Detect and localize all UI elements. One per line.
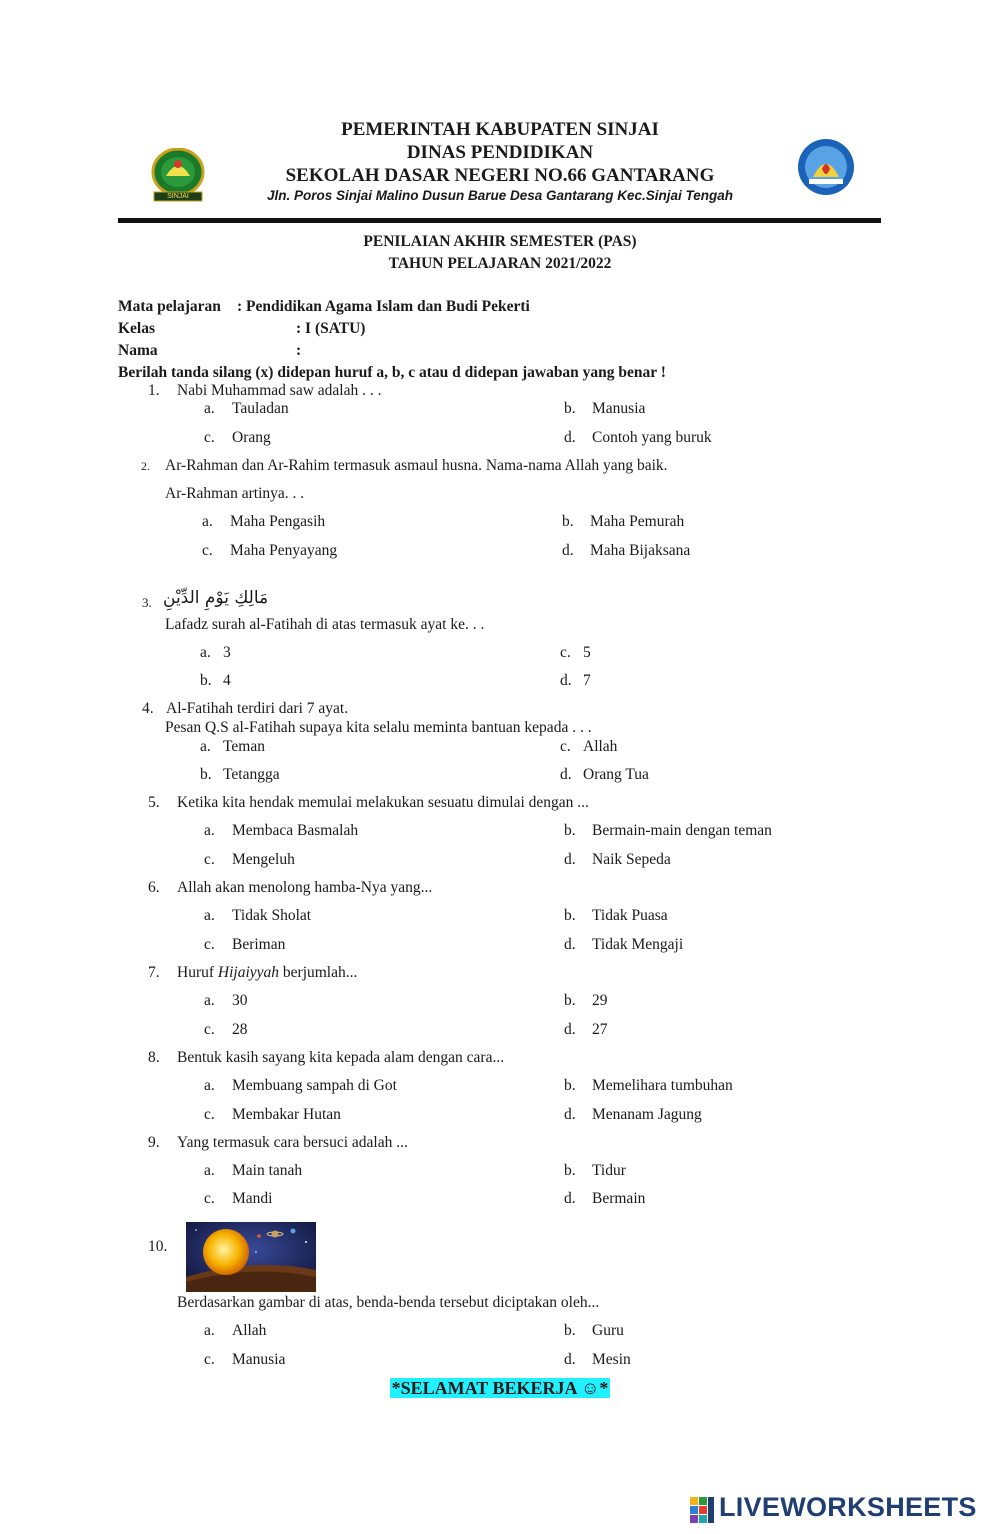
q1-option-b[interactable]: [564, 400, 645, 418]
option-letter: b.: [564, 992, 576, 1009]
question-text: Allah akan menolong hamba-Nya yang...: [177, 879, 433, 896]
option-letter: b.: [200, 766, 212, 783]
option-text: 28: [232, 1021, 248, 1038]
option-text: Membaca Basmalah: [232, 822, 359, 839]
option-letter: b.: [564, 1077, 576, 1094]
option-letter: c.: [204, 851, 215, 868]
option-text: Manusia: [232, 1351, 286, 1368]
class-value: : I (SATU): [296, 320, 366, 337]
q5-option-a[interactable]: [204, 822, 358, 840]
liveworksheets-brand[interactable]: LIVEWORKSHEETS: [719, 1492, 977, 1522]
option-text: Membakar Hutan: [232, 1106, 341, 1123]
option-text: Tidak Sholat: [232, 907, 312, 924]
option-letter: c.: [202, 542, 213, 559]
q6-option-b[interactable]: [564, 907, 668, 925]
header-divider: [118, 218, 881, 223]
q8-option-b[interactable]: [564, 1077, 733, 1095]
q2-option-b[interactable]: [562, 513, 684, 531]
q10-option-c[interactable]: [204, 1351, 285, 1369]
option-letter: d.: [560, 672, 572, 689]
option-text: Mengeluh: [232, 851, 295, 868]
option-text: Maha Penyayang: [230, 542, 338, 559]
option-letter: c.: [204, 1351, 215, 1368]
subject-label: Mata pelajaran: [118, 298, 221, 315]
question-text-emphasis: Hijaiyyah: [217, 964, 280, 981]
class-label: Kelas: [118, 320, 156, 337]
q7-option-a[interactable]: [204, 992, 248, 1010]
q4-option-b[interactable]: [200, 766, 280, 784]
q9-option-a[interactable]: [204, 1162, 302, 1180]
option-text: Beriman: [232, 936, 286, 953]
q1-option-d[interactable]: [564, 429, 712, 447]
option-letter: c.: [560, 644, 571, 661]
option-text: 3: [223, 644, 231, 661]
question-2-line-2: Ar-Rahman artinya. . .: [165, 485, 305, 502]
option-text: Tidur: [592, 1162, 626, 1179]
name-value[interactable]: :: [296, 342, 302, 359]
q9-option-b[interactable]: [564, 1162, 626, 1180]
option-text: Teman: [223, 738, 265, 755]
option-letter: a.: [204, 1322, 215, 1339]
exam-title: PENILAIAN AKHIR SEMESTER (PAS): [363, 233, 637, 250]
option-letter: d.: [560, 766, 572, 783]
question-text-post: berjumlah...: [279, 964, 358, 981]
q1-option-c[interactable]: [204, 429, 271, 447]
option-text: Membuang sampah di Got: [232, 1077, 397, 1094]
option-letter: c.: [204, 1106, 215, 1123]
question-7: [148, 964, 357, 982]
q9-option-d[interactable]: [564, 1190, 645, 1208]
option-letter: b.: [562, 513, 574, 530]
option-letter: b.: [564, 822, 576, 839]
option-text: Mandi: [232, 1190, 273, 1207]
question-3-arabic-verse: مَالِكِ يَوْمِ الدِّيْنِ: [163, 588, 269, 608]
q8-option-a[interactable]: [204, 1077, 397, 1095]
option-text: Mesin: [592, 1351, 631, 1368]
q8-option-c[interactable]: [204, 1106, 341, 1124]
q3-option-b[interactable]: [200, 672, 231, 690]
option-text: Allah: [232, 1322, 267, 1339]
q1-option-a[interactable]: [204, 400, 289, 418]
option-letter: b.: [564, 1322, 576, 1339]
option-text: Tauladan: [232, 400, 289, 417]
option-letter: d.: [564, 1190, 576, 1207]
option-letter: a.: [200, 738, 211, 755]
q6-option-a[interactable]: [204, 907, 311, 925]
option-letter: a.: [204, 1077, 215, 1094]
header-line-2: DINAS PENDIDIKAN: [406, 142, 594, 163]
q3-option-c[interactable]: [560, 644, 591, 662]
option-text: 5: [583, 644, 591, 661]
q3-option-d[interactable]: [560, 672, 591, 690]
option-letter: b.: [564, 1162, 576, 1179]
q5-option-d[interactable]: [564, 851, 671, 869]
sinjai-logo-caption: SINJAI: [167, 193, 189, 200]
option-letter: d.: [564, 936, 576, 953]
question-2: [141, 457, 668, 475]
q4-option-c[interactable]: [560, 738, 617, 756]
option-text: Bermain-main dengan teman: [592, 822, 772, 839]
liveworksheets-logo-icon: [690, 1497, 718, 1523]
option-letter: d.: [564, 1021, 576, 1038]
question-text: Bentuk kasih sayang kita kepada alam dengan cara...: [177, 1049, 505, 1066]
question-10-number: 10.: [148, 1238, 168, 1255]
question-number: 8.: [148, 1049, 160, 1066]
option-letter: a.: [204, 822, 215, 839]
option-letter: d.: [564, 1351, 576, 1368]
q9-option-c[interactable]: [204, 1190, 272, 1208]
option-text: Maha Bijaksana: [590, 542, 691, 559]
question-1: [148, 382, 381, 400]
option-text: 29: [592, 992, 608, 1009]
option-letter: b.: [200, 672, 212, 689]
question-text: Yang termasuk cara bersuci adalah ...: [177, 1134, 408, 1151]
option-letter: c.: [204, 1021, 215, 1038]
option-text: 7: [583, 672, 591, 689]
option-letter: d.: [564, 1106, 576, 1123]
question-6: [148, 879, 432, 897]
option-letter: a.: [202, 513, 213, 530]
option-letter: a.: [204, 400, 215, 417]
option-text: Menanam Jagung: [592, 1106, 702, 1123]
option-letter: b.: [564, 400, 576, 417]
q6-option-d[interactable]: [564, 936, 683, 954]
q10-option-a[interactable]: [204, 1322, 266, 1340]
option-text: Manusia: [592, 400, 646, 417]
option-letter: b.: [564, 907, 576, 924]
question-number: 5.: [148, 794, 160, 811]
option-letter: d.: [564, 851, 576, 868]
option-letter: a.: [200, 644, 211, 661]
option-letter: a.: [204, 907, 215, 924]
question-5: [148, 794, 589, 812]
question-8: [148, 1049, 504, 1067]
option-text: Contoh yang buruk: [592, 429, 712, 446]
question-text: Ar-Rahman dan Ar-Rahim termasuk asmaul husna. Nama-nama Allah yang baik.: [165, 457, 668, 474]
option-letter: c.: [204, 936, 215, 953]
solar-system-image: [186, 1222, 316, 1292]
q4-option-a[interactable]: [200, 738, 265, 756]
question-4: [142, 700, 348, 718]
q4-option-d[interactable]: [560, 766, 649, 784]
question-4-line-2: Pesan Q.S al-Fatihah supaya kita selalu meminta bantuan kepada . . .: [165, 719, 592, 736]
option-text: Tidak Mengaji: [592, 936, 684, 953]
q7-option-c[interactable]: [204, 1021, 248, 1039]
question-10: Berdasarkan gambar di atas, benda-benda tersebut diciptakan oleh...: [177, 1294, 600, 1311]
subject-value: : Pendidikan Agama Islam dan Budi Pekerti: [237, 298, 530, 315]
question-number: 2.: [141, 459, 150, 473]
question-number: 9.: [148, 1134, 160, 1151]
closing-wrapper: [0, 1378, 1000, 1399]
option-letter: d.: [564, 429, 576, 446]
option-text: Naik Sepeda: [592, 851, 671, 868]
question-number: 6.: [148, 879, 160, 896]
option-text: Main tanah: [232, 1162, 303, 1179]
q10-option-d[interactable]: [564, 1351, 631, 1369]
q7-option-b[interactable]: [564, 992, 608, 1010]
q2-option-a[interactable]: [202, 513, 325, 531]
option-letter: c.: [560, 738, 571, 755]
option-text: Guru: [592, 1322, 624, 1339]
option-letter: a.: [204, 1162, 215, 1179]
header-line-3: SEKOLAH DASAR NEGERI NO.66 GANTARANG: [285, 165, 715, 186]
option-letter: d.: [562, 542, 574, 559]
q2-option-c[interactable]: [202, 542, 337, 560]
q3-option-a[interactable]: [200, 644, 231, 662]
option-text: Tidak Puasa: [592, 907, 668, 924]
option-letter: c.: [204, 1190, 215, 1207]
tut-wuri-logo: [795, 137, 857, 197]
question-number: 7.: [148, 964, 160, 981]
question-text-pre: Huruf: [177, 964, 218, 981]
exam-year: TAHUN PELAJARAN 2021/2022: [388, 255, 612, 272]
option-text: Memelihara tumbuhan: [592, 1077, 733, 1094]
question-text: Al-Fatihah terdiri dari 7 ayat.: [166, 700, 349, 717]
option-text: 30: [232, 992, 248, 1009]
q5-option-b[interactable]: [564, 822, 772, 840]
option-letter: c.: [204, 429, 215, 446]
q5-option-c[interactable]: [204, 851, 295, 869]
question-number: 4.: [142, 700, 154, 717]
question-3: Lafadz surah al-Fatihah di atas termasuk ayat ke. . .: [165, 616, 485, 633]
question-text: Nabi Muhammad saw adalah . . .: [177, 382, 382, 399]
option-text: Orang: [232, 429, 271, 446]
option-text: Maha Pemurah: [590, 513, 685, 530]
q10-option-b[interactable]: [564, 1322, 624, 1340]
option-text: Orang Tua: [583, 766, 649, 783]
option-text: Tetangga: [223, 766, 280, 783]
question-text: Ketika kita hendak memulai melakukan sesuatu dimulai dengan ...: [177, 794, 589, 811]
option-text: Maha Pengasih: [230, 513, 326, 530]
question-3-number: 3.: [142, 595, 152, 610]
option-text: Allah: [583, 738, 618, 755]
option-text: Bermain: [592, 1190, 646, 1207]
school-address: Jln. Poros Sinjai Malino Dusun Barue Desa Gantarang Kec.Sinjai Tengah: [266, 188, 734, 203]
option-text: 4: [223, 672, 231, 689]
q2-option-d[interactable]: [562, 542, 690, 560]
q8-option-d[interactable]: [564, 1106, 702, 1124]
q7-option-d[interactable]: [564, 1021, 608, 1039]
closing-message: *SELAMAT BEKERJA ☺*: [391, 1378, 609, 1398]
instruction: Berilah tanda silang (x) didepan huruf a, b, c atau d didepan jawaban yang benar !: [118, 364, 666, 381]
option-letter: a.: [204, 992, 215, 1009]
option-text: 27: [592, 1021, 608, 1038]
header-line-1: PEMERINTAH KABUPATEN SINJAI: [341, 119, 659, 140]
name-label: Nama: [118, 342, 158, 359]
question-9: [148, 1134, 408, 1152]
question-number: 1.: [148, 382, 160, 399]
q6-option-c[interactable]: [204, 936, 285, 954]
